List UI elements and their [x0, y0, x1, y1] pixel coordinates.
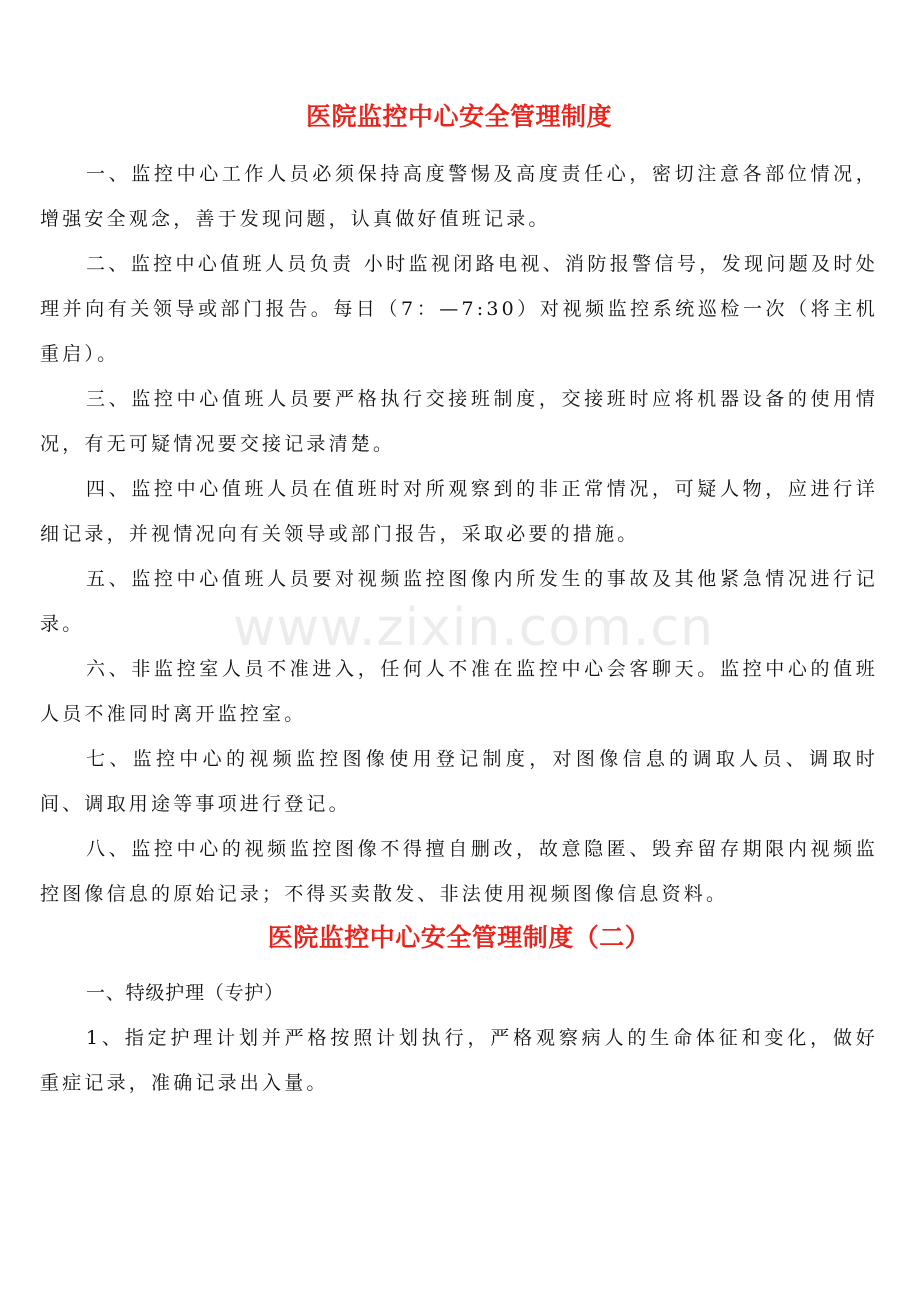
paragraph-1: 一、监控中心工作人员必须保持高度警惕及高度责任心，密切注意各部位情况，增强安全观念，善于发现问题，认真做好值班记录。	[40, 163, 878, 230]
paragraph-8: 八、监控中心的视频监控图像不得擅自删改，故意隐匿、毁弃留存期限内视频监控图像信息的原始记录；不得买卖散发、非法使用视频图像信息资料。	[40, 838, 878, 905]
paragraph-5: 五、监控中心值班人员要对视频监控图像内所发生的事故及其他紧急情况进行记录。	[40, 568, 878, 635]
paragraph-6: 六、非监控室人员不准进入，任何人不准在监控中心会客聊天。监控中心的值班人员不准同时离开监控室。	[40, 658, 878, 725]
paragraph-2-1: 1、指定护理计划并严格按照计划执行，严格观察病人的生命体征和变化，做好重症记录，准确记录出入量。	[40, 1027, 878, 1094]
document-page	[40, 100, 878, 1106]
paragraph-3: 三、监控中心值班人员要严格执行交接班制度，交接班时应将机器设备的使用情况，有无可疑情况要交接记录清楚。	[40, 388, 878, 455]
document-title-2: 医院监控中心安全管理制度（二）	[267, 923, 651, 952]
paragraph-2: 二、监控中心值班人员负责 小时监视闭路电视、消防报警信号，发现问题及时处理并向有关领导或部门报告。每日（7：—7:30）对视频监控系统巡检一次（将主机重启）。	[40, 253, 878, 365]
watermark-text: www.zixin.com.cn	[233, 598, 714, 658]
paragraph-4: 四、监控中心值班人员在值班时对所观察到的非正常情况，可疑人物，应进行详细记录，并视情况向有关领导或部门报告，采取必要的措施。	[40, 478, 878, 545]
section-heading: 一、特级护理（专护）	[86, 982, 285, 1004]
paragraph-7: 七、监控中心的视频监控图像使用登记制度，对图像信息的调取人员、调取时间、调取用途等事项进行登记。	[40, 748, 878, 815]
document-title: 医院监控中心安全管理制度	[305, 102, 612, 131]
